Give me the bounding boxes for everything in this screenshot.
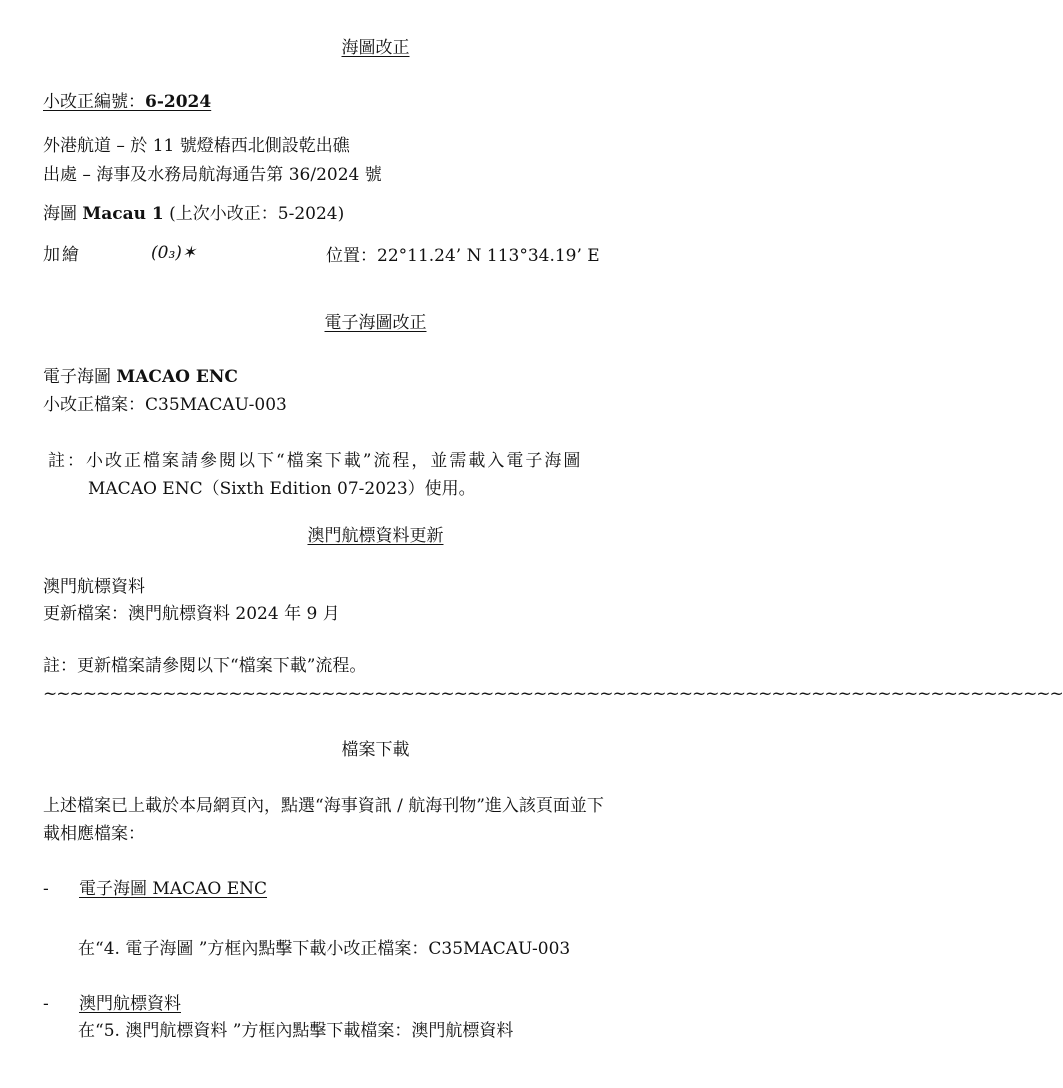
aids-note-line: 註：更新檔案請參閱以下“檔案下載”流程。 <box>43 656 367 676</box>
chart-suffix: (上次小改正：5-2024) <box>169 204 345 224</box>
enc-title-name: MACAO ENC <box>116 367 238 387</box>
notice-number-label: 小改正編號： <box>43 92 145 112</box>
enc-note-line2: MACAO ENC（Sixth Edition 07-2023）使用。 <box>88 479 476 499</box>
notice-number-value: 6-2024 <box>145 92 212 112</box>
aids-title: 澳門航標資料 <box>43 577 145 597</box>
bullet-dash: - <box>43 994 49 1014</box>
enc-note-line1: 註：小改正檔案請參閱以下“檔案下載”流程，並需載入電子海圖 <box>48 451 583 471</box>
bullet-dash: - <box>43 879 49 899</box>
page-title: 海圖改正 <box>341 38 410 58</box>
position-line: 位置：22°11.24’ N 113°34.19’ E <box>326 246 600 266</box>
download-heading: 檔案下載 <box>341 740 410 760</box>
separator-line: ~~~~~~~~~~~~~~~~~~~~~~~~~~~~~~~~~~~~~~~~~~~~~~~~~~~~~~~~~~~~~~~~~~~~~~~~~~~~~ <box>43 684 1063 704</box>
download-intro-line2: 載相應檔案： <box>43 824 145 844</box>
aids-download-instruction: 在“5. 澳門航標資料 ”方框內點擊下載檔案：澳門航標資料 <box>78 1021 514 1041</box>
chart-name: Macau 1 <box>82 204 164 224</box>
enc-title-prefix: 電子海圖 <box>43 367 111 387</box>
source-line: 出處 – 海事及水務局航海通告第 36/2024 號 <box>43 165 382 185</box>
insert-label: 加繪 <box>43 245 81 265</box>
rock-symbol: (0₃)✶ <box>151 243 197 263</box>
aids-file-line: 更新檔案：澳門航標資料 2024 年 9 月 <box>43 604 340 624</box>
aids-heading: 澳門航標資料更新 <box>307 526 444 546</box>
enc-file-line: 小改正檔案：C35MACAU-003 <box>43 395 287 415</box>
enc-title <box>43 367 238 387</box>
enc-heading: 電子海圖改正 <box>324 313 427 333</box>
download-intro-line1: 上述檔案已上載於本局網頁內，點選“海事資訊 / 航海刊物”進入該頁面並下 <box>43 796 604 816</box>
enc-download-link[interactable]: 電子海圖 MACAO ENC <box>79 879 268 899</box>
chart-line <box>43 204 344 224</box>
notice-number <box>43 92 211 112</box>
chart-prefix: 海圖 <box>43 204 77 224</box>
aids-download-link[interactable]: 澳門航標資料 <box>79 994 181 1014</box>
enc-download-instruction: 在“4. 電子海圖 ”方框內點擊下載小改正檔案：C35MACAU-003 <box>78 939 571 959</box>
subject-line: 外港航道 – 於 11 號燈樁西北側設乾出礁 <box>43 136 350 156</box>
